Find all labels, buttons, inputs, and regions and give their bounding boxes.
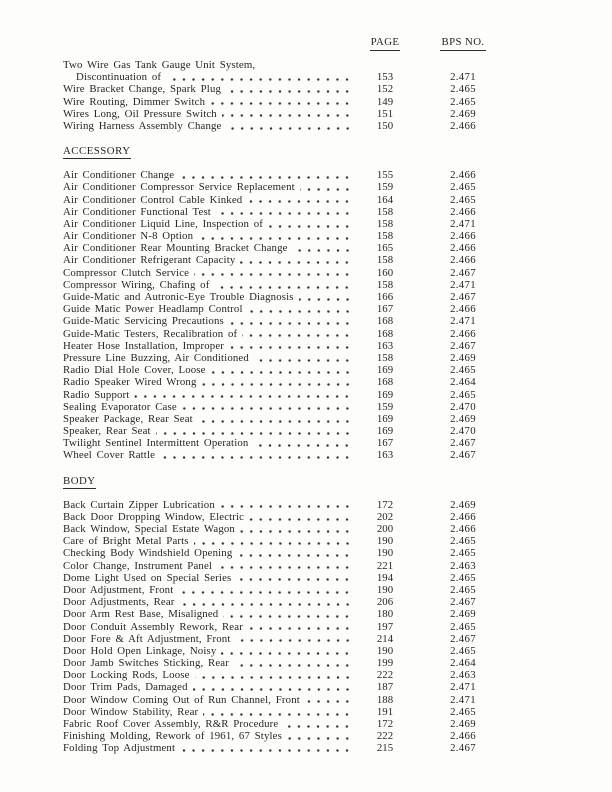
dot-leader <box>134 389 354 401</box>
index-entry-row <box>63 267 512 279</box>
entry-page-number: 159 <box>376 400 394 413</box>
entry-title: Radio Support <box>63 388 130 401</box>
index-entry-row <box>63 340 512 352</box>
dot-leader <box>300 181 354 193</box>
entry-bps-number: 2.465 <box>450 705 476 718</box>
dot-leader <box>180 742 354 754</box>
dot-leader <box>180 596 354 608</box>
dot-leader <box>160 449 354 461</box>
entry-title: Air Conditioner Refrigerant Capacity <box>63 254 236 267</box>
section-heading-label: ACCESSORY <box>63 145 131 158</box>
entry-page-number: 202 <box>376 510 394 523</box>
entry-page-number: 160 <box>376 266 394 279</box>
index-entry-row <box>63 83 512 95</box>
entry-page-number: 172 <box>376 718 394 730</box>
entry-page-number: 163 <box>376 449 394 462</box>
bps-column-header <box>414 36 512 48</box>
dot-leader <box>198 230 354 242</box>
index-entry-row <box>63 376 512 388</box>
entry-page-number: 215 <box>376 742 394 755</box>
index-entry-row <box>63 279 512 291</box>
index-entry-row <box>63 364 512 376</box>
entry-bps-number: 2.466 <box>450 230 476 243</box>
entry-bps-number: 2.465 <box>450 388 476 401</box>
dot-leader <box>217 560 354 572</box>
dot-leader <box>156 425 354 437</box>
entry-title: Speaker, Rear Seat <box>63 425 151 438</box>
entry-page-number: 167 <box>376 303 394 316</box>
entry-bps-number: 2.467 <box>450 437 476 450</box>
entry-page-number: 187 <box>376 681 394 694</box>
index-entry-row <box>63 547 512 559</box>
section-heading-label: BODY <box>63 474 96 487</box>
entry-bps-number: 2.466 <box>450 327 476 340</box>
entry-title: Door Conduit Assembly Rework, Rear <box>63 620 243 633</box>
entry-page-number: 158 <box>376 230 394 243</box>
dot-leader <box>182 401 354 413</box>
entry-page-number: 200 <box>376 523 394 535</box>
entry-title: Heater Hose Installation, Improper <box>63 339 225 352</box>
entry-title: Wiring Harness Assembly Change <box>63 119 222 132</box>
entry-bps-number: 2.465 <box>450 535 476 548</box>
entry-page-number: 150 <box>376 119 394 132</box>
entry-bps-number: 2.466 <box>450 730 476 743</box>
dot-leader <box>222 108 354 120</box>
entry-bps-number: 2.465 <box>450 364 476 377</box>
page-content <box>63 36 512 755</box>
entry-title: Two Wire Gas Tank Gauge Unit System, <box>63 59 256 71</box>
dot-leader <box>234 657 354 669</box>
dot-leader <box>214 279 354 291</box>
dot-leader <box>220 499 354 511</box>
entry-title: Guide-Matic and Autronic-Eye Trouble Diagnosis <box>63 291 294 303</box>
index-entry-row <box>63 181 512 193</box>
index-entry-row <box>63 706 512 718</box>
entry-bps-number: 2.465 <box>450 547 476 560</box>
dot-leader <box>283 718 354 730</box>
entry-title: Back Curtain Zipper Lubrication <box>63 498 215 511</box>
entry-page-number: 149 <box>376 95 394 108</box>
entry-title: Door Hold Open Linkage, Noisy <box>63 644 217 657</box>
dot-leader <box>305 694 354 706</box>
entry-title: Wires Long, Oil Pressure Switch <box>63 107 217 120</box>
dot-leader <box>193 681 354 693</box>
dot-leader <box>211 364 354 376</box>
entry-title: Wheel Cover Rattle <box>63 449 156 462</box>
dot-leader <box>293 242 354 254</box>
entry-page-number: 222 <box>376 669 394 682</box>
entry-title: Guide-Matic Servicing Precautions <box>63 315 224 328</box>
entry-title: Wire Bracket Change, Spark Plug <box>63 83 222 96</box>
index-entry-row <box>63 389 512 401</box>
entry-title: Door Adjustment, Front <box>63 583 174 596</box>
entry-bps-number: 2.469 <box>450 107 476 120</box>
entry-title: Radio Speaker Wired Wrong <box>63 376 197 389</box>
index-entry-row <box>63 560 512 572</box>
entry-title: Door Locking Rods, Loose <box>63 669 190 682</box>
entry-title: Door Window Coming Out of Run Channel, Front <box>63 693 300 706</box>
index-entry-row <box>63 169 512 181</box>
index-entry-row <box>63 425 512 437</box>
entry-page-number: 153 <box>376 71 394 84</box>
index-entry-row <box>63 59 512 71</box>
entry-page-number: 168 <box>376 376 394 389</box>
index-entry-row <box>63 291 512 303</box>
entry-bps-number: 2.467 <box>450 339 476 352</box>
entry-page-number: 222 <box>376 730 394 743</box>
index-entry-row <box>63 499 512 511</box>
page-column-header-label: PAGE <box>370 36 401 51</box>
entry-page-number: 194 <box>376 571 394 584</box>
entry-bps-number: 2.467 <box>450 291 476 303</box>
entry-bps-number: 2.467 <box>450 632 476 645</box>
dot-leader <box>236 572 354 584</box>
index-entry-row <box>63 254 512 266</box>
dot-leader <box>287 730 354 742</box>
entry-page-number: 190 <box>376 583 394 596</box>
entry-title: Twilight Sentinel Intermittent Operation <box>63 437 249 450</box>
index-entry-row <box>63 352 512 364</box>
entry-page-number: 169 <box>376 425 394 438</box>
index-entry-row <box>63 120 512 132</box>
entry-title: Back Door Dropping Window, Electric <box>63 510 245 523</box>
entry-bps-number: 2.467 <box>450 266 476 279</box>
entry-page-number: 155 <box>376 169 394 182</box>
entry-title: Dome Light Used on Special Series <box>63 571 232 584</box>
entry-bps-number: 2.465 <box>450 571 476 584</box>
dot-leader <box>240 254 354 266</box>
entry-bps-number: 2.466 <box>450 205 476 218</box>
dot-leader <box>260 59 354 71</box>
dot-leader <box>226 83 354 95</box>
entry-title: Door Arm Rest Base, Misaligned <box>63 608 219 621</box>
dot-leader <box>253 437 354 449</box>
index-entry-row <box>63 108 512 120</box>
index-entry-row <box>63 315 512 327</box>
section-entries <box>63 59 512 132</box>
entry-bps-number: 2.466 <box>450 119 476 132</box>
index-entry-row <box>63 523 512 535</box>
dot-leader <box>195 669 354 681</box>
entry-bps-number: 2.466 <box>450 510 476 523</box>
index-entry-row <box>63 535 512 547</box>
entry-title: Door Fore & Aft Adjustment, Front <box>63 632 231 645</box>
dot-leader <box>248 621 354 633</box>
entry-bps-number: 2.471 <box>450 71 476 84</box>
entry-bps-number: 2.464 <box>450 376 476 389</box>
entry-title: Finishing Molding, Rework of 1961, 67 Styles <box>63 730 282 743</box>
entry-title: Compressor Wiring, Chafing of <box>63 278 210 291</box>
dot-leader <box>237 547 354 559</box>
index-entry-row <box>63 96 512 108</box>
page-column-header <box>356 36 414 48</box>
entry-page-number: 158 <box>376 205 394 218</box>
entry-title: Door Jamb Switches Sticking, Rear <box>63 657 229 670</box>
dot-leader <box>203 706 354 718</box>
dot-leader <box>194 267 354 279</box>
entry-bps-number: 2.467 <box>450 449 476 462</box>
index-entry-row <box>63 621 512 633</box>
entry-title: Door Window Stability, Rear <box>63 705 199 718</box>
entry-title: Color Change, Instrument Panel <box>63 559 213 572</box>
entry-title: Compressor Clutch Service <box>63 266 190 279</box>
entry-bps-number: 2.464 <box>450 657 476 670</box>
entry-bps-number: 2.465 <box>450 193 476 206</box>
entry-bps-number: 2.471 <box>450 693 476 706</box>
entry-title: Air Conditioner N-8 Option <box>63 230 194 243</box>
column-header-row <box>63 36 512 51</box>
entry-page-number: 158 <box>376 217 394 230</box>
entry-bps-number: 2.471 <box>450 278 476 291</box>
index-entry-row <box>63 242 512 254</box>
entry-bps-number: 2.465 <box>450 95 476 108</box>
dot-leader <box>216 206 354 218</box>
entry-title: Wire Routing, Dimmer Switch <box>63 95 206 108</box>
entry-title: Sealing Evaporator Case <box>63 400 177 413</box>
entry-page-number: 163 <box>376 339 394 352</box>
entry-bps-number: 2.469 <box>450 351 476 364</box>
entry-bps-number: 2.467 <box>450 596 476 609</box>
entry-page-number: 166 <box>376 291 394 303</box>
entry-title: Guide-Matic Testers, Recalibration of <box>63 327 238 340</box>
entry-page-number: 199 <box>376 657 394 670</box>
entry-page-number: 151 <box>376 107 394 120</box>
entry-bps-number: 2.465 <box>450 644 476 657</box>
section-entries <box>63 169 512 462</box>
dot-leader <box>221 645 354 657</box>
entry-bps-number: 2.465 <box>450 583 476 596</box>
entry-title: Discontinuation of <box>76 71 162 84</box>
entry-page-number: 158 <box>376 254 394 267</box>
entry-bps-number: 2.469 <box>450 718 476 730</box>
entry-page-number: 168 <box>376 315 394 328</box>
dot-leader <box>227 120 355 132</box>
entry-title: Door Adjustments, Rear <box>63 596 175 609</box>
index-entry-row <box>63 730 512 742</box>
dot-leader <box>248 303 354 315</box>
entry-bps-number: 2.466 <box>450 303 476 316</box>
entry-page-number: 169 <box>376 412 394 425</box>
dot-leader <box>179 169 354 181</box>
index-entry-row <box>63 511 512 523</box>
entry-page-number: 188 <box>376 693 394 706</box>
index-entry-row <box>63 194 512 206</box>
index-entry-row <box>63 681 512 693</box>
entry-title: Air Conditioner Compressor Service Replacement <box>63 181 295 194</box>
dot-leader <box>194 535 354 547</box>
dot-leader <box>249 511 354 523</box>
entry-bps-number: 2.471 <box>450 217 476 230</box>
entry-title: Folding Top Adjustment <box>63 742 176 755</box>
section-entries <box>63 499 512 755</box>
entry-title: Air Conditioner Rear Mounting Bracket Change <box>63 242 288 255</box>
entry-title: Door Trim Pads, Damaged <box>63 681 188 694</box>
entry-page-number: 172 <box>376 498 394 511</box>
entry-bps-number: 2.465 <box>450 181 476 194</box>
entry-page-number: 180 <box>376 608 394 621</box>
entry-page-number: 169 <box>376 364 394 377</box>
entry-page-number: 197 <box>376 620 394 633</box>
entry-title: Pressure Line Buzzing, Air Conditioned <box>63 351 249 364</box>
entry-bps-number: 2.465 <box>450 620 476 633</box>
dot-leader <box>240 523 354 535</box>
entry-bps-number: 2.469 <box>450 412 476 425</box>
dot-leader <box>178 584 354 596</box>
entry-page-number: 158 <box>376 278 394 291</box>
entry-title: Care of Bright Metal Parts <box>63 535 189 548</box>
section-heading <box>63 144 512 158</box>
entry-page-number: 159 <box>376 181 394 194</box>
section-heading <box>63 474 512 488</box>
dot-leader <box>198 413 354 425</box>
index-entry-row <box>63 596 512 608</box>
entry-title: Air Conditioner Control Cable Kinked <box>63 193 243 206</box>
entry-bps-number: 2.466 <box>450 169 476 182</box>
entry-bps-number: 2.471 <box>450 681 476 694</box>
entry-bps-number: 2.469 <box>450 608 476 621</box>
entry-bps-number: 2.466 <box>450 242 476 255</box>
entry-bps-number: 2.470 <box>450 400 476 413</box>
index-entry-row <box>63 328 512 340</box>
index-sections <box>63 59 512 755</box>
dot-leader <box>210 96 354 108</box>
index-entry-row <box>63 608 512 620</box>
index-entry-row <box>63 218 512 230</box>
index-entry-row <box>63 230 512 242</box>
index-entry-row <box>63 449 512 461</box>
index-entry-row <box>63 694 512 706</box>
index-entry-row <box>63 437 512 449</box>
index-entry-row <box>63 71 512 83</box>
index-entry-row <box>63 206 512 218</box>
entry-title: Air Conditioner Functional Test <box>63 205 211 218</box>
index-entry-row <box>63 584 512 596</box>
entry-title: Guide Matic Power Headlamp Control <box>63 303 243 316</box>
entry-bps-number: 2.466 <box>450 254 476 267</box>
index-entry-row <box>63 742 512 754</box>
entry-page-number: 164 <box>376 193 394 206</box>
entry-page-number: 221 <box>376 559 394 572</box>
entry-bps-number: 2.463 <box>450 669 476 682</box>
entry-page-number: 168 <box>376 327 394 340</box>
dot-leader <box>236 633 354 645</box>
entry-title: Air Conditioner Liquid Line, Inspection of <box>63 217 264 230</box>
dot-leader <box>166 71 354 83</box>
dot-leader <box>254 352 354 364</box>
dot-leader <box>229 315 354 327</box>
entry-title: Radio Dial Hole Cover, Loose <box>63 364 206 377</box>
entry-page-number: 152 <box>376 83 394 96</box>
entry-bps-number: 2.463 <box>450 559 476 572</box>
dot-leader <box>223 608 354 620</box>
entry-bps-number: 2.469 <box>450 498 476 511</box>
bps-column-header-label: BPS NO. <box>440 36 485 51</box>
dot-leader <box>268 218 354 230</box>
entry-page-number: 191 <box>376 705 394 718</box>
entry-title: Air Conditioner Change <box>63 169 175 182</box>
entry-title: Back Window, Special Estate Wagon <box>63 523 235 535</box>
entry-page-number: 169 <box>376 388 394 401</box>
entry-title: Fabric Roof Cover Assembly, R&R Procedure <box>63 718 279 730</box>
entry-bps-number: 2.466 <box>450 523 476 535</box>
index-entry-row <box>63 645 512 657</box>
entry-title: Checking Body Windshield Opening <box>63 547 233 560</box>
dot-leader <box>242 328 354 340</box>
index-entry-row <box>63 413 512 425</box>
entry-page-number: 190 <box>376 547 394 560</box>
entry-page-number: 158 <box>376 351 394 364</box>
entry-bps-number: 2.467 <box>450 742 476 755</box>
entry-page-number: 165 <box>376 242 394 255</box>
index-entry-row <box>63 718 512 730</box>
dot-leader <box>202 376 354 388</box>
entry-page-number: 190 <box>376 535 394 548</box>
entry-bps-number: 2.465 <box>450 83 476 96</box>
index-entry-row <box>63 669 512 681</box>
dot-leader <box>299 291 354 303</box>
entry-bps-number: 2.471 <box>450 315 476 328</box>
entry-title: Speaker Package, Rear Seat <box>63 412 193 425</box>
index-entry-row <box>63 572 512 584</box>
entry-page-number: 214 <box>376 632 394 645</box>
dot-leader <box>229 340 354 352</box>
index-entry-row <box>63 401 512 413</box>
entry-page-number: 190 <box>376 644 394 657</box>
entry-page-number: 167 <box>376 437 394 450</box>
index-entry-row <box>63 303 512 315</box>
entry-page-number: 206 <box>376 596 394 609</box>
entry-bps-number: 2.470 <box>450 425 476 438</box>
dot-leader <box>247 194 354 206</box>
index-entry-row <box>63 657 512 669</box>
index-entry-row <box>63 633 512 645</box>
